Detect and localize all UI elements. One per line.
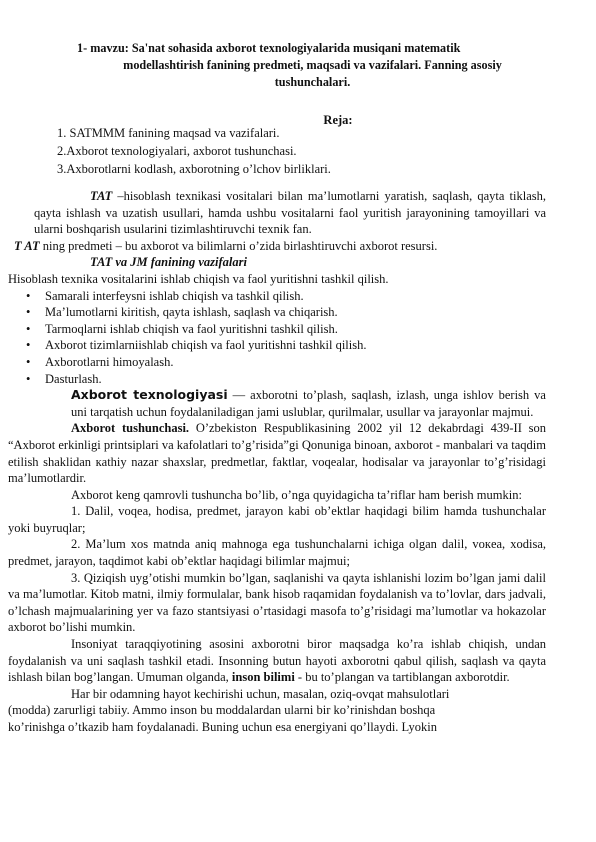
- list-item: • Axborotlarni himoyalash.: [26, 354, 174, 369]
- bullet-icon: •: [26, 338, 31, 353]
- paragraph-information-concept: [8, 420, 546, 486]
- plan-heading: Reja:: [323, 113, 353, 127]
- plan-item-3: 3.Axborotlarni kodlash, axborotning o’lchov birliklari.: [57, 162, 331, 176]
- tat-subject-text: ning predmeti – bu axborot va bilimlarni o’zida birlashtiruvchi axborot resursi.: [39, 238, 438, 253]
- bullet-icon: •: [26, 371, 31, 386]
- list-item: • Tarmoqlarni ishlab chiqish va faol yuritishni tashkil qilish.: [26, 321, 338, 336]
- title-line-1: 1- mavzu: Sa'nat sohasida axborot texnologiyalarida musiqani matematik: [77, 41, 461, 55]
- list-item: • Dasturlash.: [26, 371, 102, 386]
- list-item: • Ma’lumotlarni kiritish, qayta ishlash, saqlash va chiqarish.: [26, 305, 338, 320]
- paragraph-definition-3: 3. Qiziqish uyg’otishi mumkin bo’lgan, saqlanishi va qayta ishlanishi lozim bo’lgan jami dalil va ma’lumotlar. Kitob matni, ilmiy formulalar, bank hisob raqamidan foydalanish va to’lovlar, dars jadvali, o’lchash majmualarining yer va fazo stantsiyasi o’rtasidagi masofa to’g’risidagi ma’lumotlar va hokazolar axborot bo’lishi mumkin.: [8, 570, 546, 635]
- paragraph-matter-energy: Har bir odamning hayot kechirishi uchun, masalan, oziq-ovqat mahsulotlari (modda) zarurligi tabiiy. Ammo inson bu moddalardan ularni bir ko’rinishdan boshqa ko’rinishga o’tkazib ham foydalanadi. Buning uchun esa energiyani qo’llaydi. Lyokin: [8, 686, 450, 734]
- title-line-2: modellashtirish fanining predmeti, maqsadi va vazifalari. Fanning asosiy: [123, 58, 502, 72]
- bullet-icon: •: [26, 354, 31, 369]
- list-item: • Samarali interfeysni ishlab chiqish va tashkil qilish.: [26, 288, 304, 303]
- tat-definition-text: –hisoblash texnikasi vositalari bilan ma’lumotlarni yaratish, saqlash, qayta tiklash, qayta ishlash va uzatish usullari, hamda ushbu vositalarni faol yuritish jarayonining tamoyillari va ularni boshqarish usularini tizimlashtiruvchi texnik fan.: [34, 189, 546, 237]
- list-item: • Axborot tizimlarniishlab chiqish va faol yuritishni tashkil qilish.: [26, 338, 367, 353]
- paragraph-tat-definition: [34, 188, 546, 238]
- paragraph-human-knowledge: Insoniyat taraqqiyotining asosini axborotni biror maqsadga ko’ra ishlab chiqish, undan foydalanish va uni saqlash tashkil etadi. Insonning butun hayoti axborotni qabul qilish, saqlash va qayta ishlash bilan bog’langan. Umuman olganda, inson bilimi - bu to’plangan va tartiblangan axborotdir.: [8, 637, 546, 685]
- paragraph-tasks-intro: Hisoblash texnika vositalarini ishlab chiqish va faol yuritishni tashkil qilish.: [8, 271, 389, 286]
- paragraph-it-definition: [34, 387, 546, 420]
- tasks-heading: TAT va JM fanining vazifalari: [90, 255, 247, 270]
- title-line-3: tushunchalari.: [274, 75, 351, 89]
- plan-item-2: 2.Axborot texnologiyalari, axborot tushunchasi.: [57, 144, 297, 158]
- bullet-icon: •: [26, 288, 31, 303]
- term-t-at: T AT: [14, 238, 40, 253]
- term-tat: TAT: [90, 189, 113, 203]
- term-inson-bilimi: inson bilimi: [231, 670, 295, 685]
- bullet-icon: •: [26, 305, 31, 320]
- information-concept-text: O’zbekiston Respublikasining 2002 yil 12 dekabrdagi 439-II son “Axborot erkinligi printsiplari va kafolatlari to’g’risida”gi Qonuniga binoan, axborot - manbalari va taqdim etilish shaklidan кathiy nazar shaxslar, predmetlar, faktlar, voqealar, hodisalar va jarayonlar to’g’risidagi ma’lumotlardir.: [8, 421, 546, 486]
- term-axborot-texnologiyasi: Axborot texnologiyasi: [71, 387, 228, 403]
- plan-item-1: 1. SATMMM fanining maqsad va vazifalari.: [57, 126, 280, 140]
- paragraph-definitions-intro: Axborot keng qamrovli tushuncha bo’lib, o’nga quyidagicha ta’riflar ham berish mumkin:: [71, 487, 522, 502]
- it-definition-text: — axborotni to’plash, saqlash, izlash, unga ishlov berish va uni tarqatish uchun foydalaniladigan jami uslublar, qurilmalar, usullar va jarayonlar majmui.: [71, 388, 546, 419]
- document-body: [8, 188, 546, 736]
- lecture-title: [60, 40, 550, 91]
- paragraph-definition-2: 2. Ma’lum xos matnda aniq mahnoga ega tushunchalarni ichiga olgan dalil, voкea, xodisa, predmet, jarayon, taqdimot kabi ob’ektlar haqidagi bilimlar majmui;: [8, 537, 546, 569]
- bullet-icon: •: [26, 321, 31, 336]
- term-axborot-tushunchasi: Axborot tushunchasi.: [71, 421, 190, 436]
- paragraph-tat-subject: [8, 238, 546, 255]
- paragraph-definition-1: 1. Dalil, voqea, hodisa, predmet, jarayon kabi ob’ektlar haqidagi bilim hamda tushunchalar yoki buyruqlar;: [8, 504, 546, 535]
- tasks-list: [8, 288, 546, 388]
